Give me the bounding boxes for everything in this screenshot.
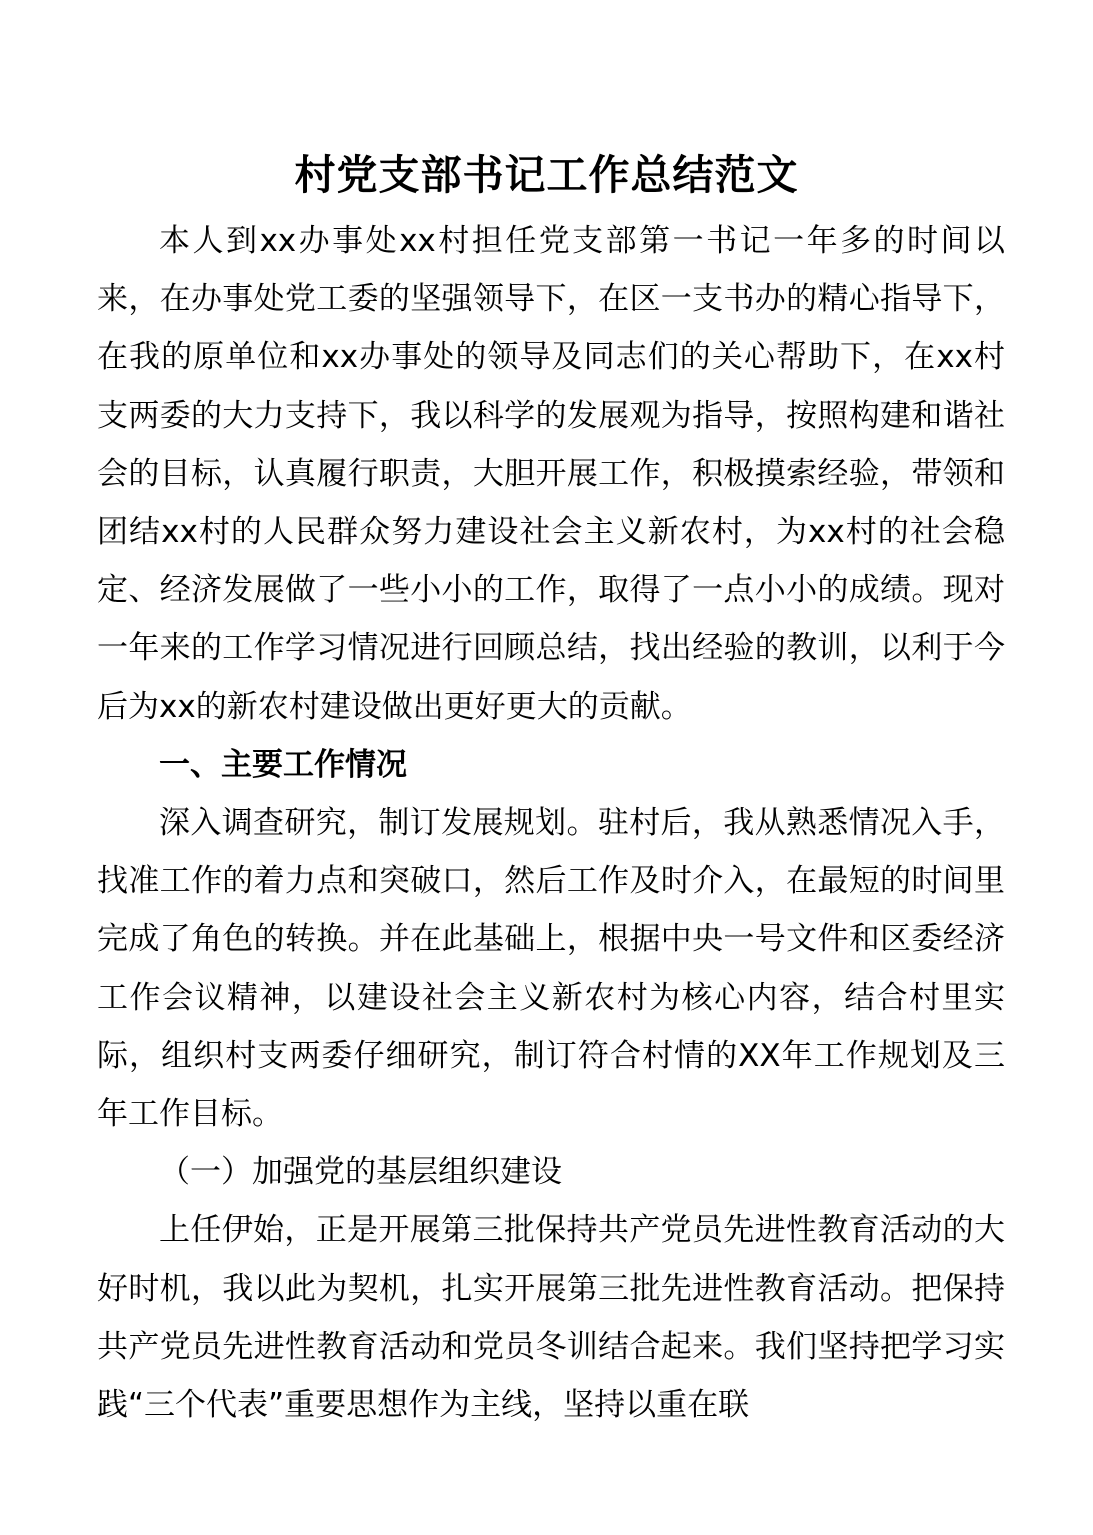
subsection-paragraph: 上任伊始，正是开展第三批保持共产党员先进性教育活动的大好时机，我以此为契机，扎实开展第三批先进性教育活动。把保持共产党员先进性教育活动和党员冬训结合起来。我们坚持把学习实践“三个代表”重要思想作为主线，坚持以重在联 — [97, 1212, 1005, 1424]
document-title: 村党支部书记工作总结范文 — [294, 151, 799, 199]
subsection-heading: （一）加强党的基层组织建设 — [159, 1154, 562, 1191]
section-paragraph: 深入调查研究，制订发展规划。驻村后，我从熟悉情况入手，找准工作的着力点和突破口，然后工作及时介入，在最短的时间里完成了角色的转换。并在此基础上，根据中央一号文件和区委经济工作会议精神，以建设社会主义新农村为核心内容，结合村里实际，组织村支两委仔细研究，制订符合村情的XX年工作规划及三年工作目标。 — [97, 805, 1005, 1133]
intro-paragraph: 本人到xx办事处xx村担任党支部第一书记一年多的时间以来，在办事处党工委的坚强领导下，在区一支书办的精心指导下，在我的原单位和xx办事处的领导及同志们的关心帮助下，在xx村支两委的大力支持下，我以科学的发展观为指导，按照构建和谐社会的目标，认真履行职责，大胆开展工作，积极摸索经验，带领和团结xx村的人民群众努力建设社会主义新农村，为xx村的社会稳定、经济发展做了一些小小的工作，取得了一点小小的成绩。现对一年来的工作学习情况进行回顾总结，找出经验的教训，以利于今后为xx的新农村建设做出更好更大的贡献。 — [97, 223, 1005, 725]
section-heading: 一、主要工作情况 — [159, 746, 407, 783]
document-body — [97, 212, 1005, 1434]
